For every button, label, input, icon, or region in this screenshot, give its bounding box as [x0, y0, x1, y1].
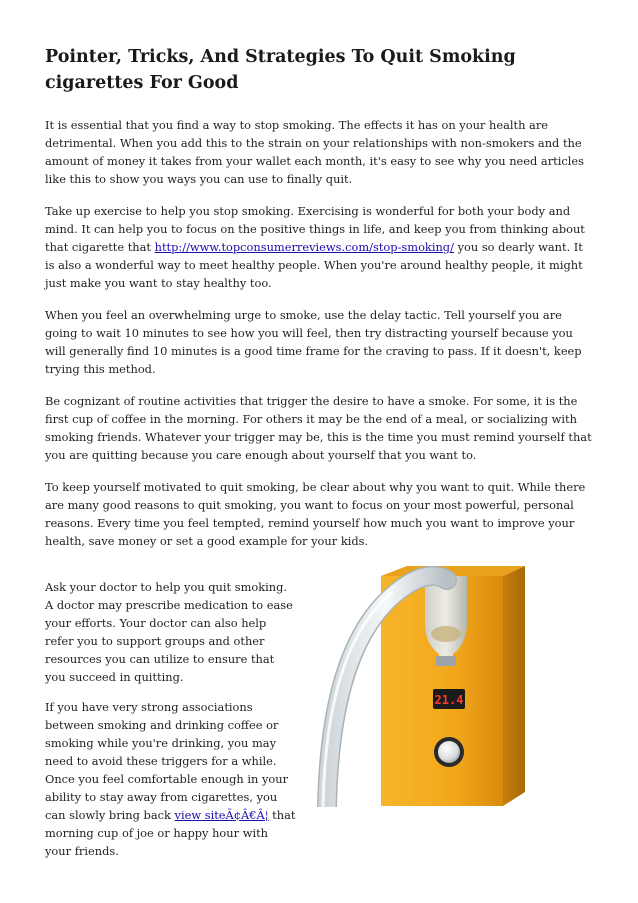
paragraph-7 — [45, 698, 297, 860]
paragraph-1: It is essential that you find a way to stop smoking. The effects it has on your health are detrimental. When you add this to the strain on your relationships with non-smokers and the amount of money it takes from your wallet each month, it's easy to see why you need articles like this to show you ways you can use to finally quit. — [45, 118, 584, 186]
vaporizer-image — [307, 562, 607, 807]
left-column — [45, 578, 297, 860]
temperature-readout: 21.4 — [434, 693, 464, 707]
paragraph-7-text-a: If you have very strong associations between smoking and drinking coffee or smoking while you're drinking, you may need to avoid these triggers for a while. Once you feel comfortable enough in your ability to stay away from cigarettes, you can slowly bring back — [45, 700, 289, 822]
glass-connector — [436, 656, 456, 666]
knob-icon — [438, 741, 460, 763]
paragraph-2-text-b: you so dearly want. It is also a wonderful way to meet healthy people. When you're around healthy people, it might just make you want to stay healthy too. — [45, 240, 583, 290]
herb-chamber — [431, 626, 461, 642]
page-title: Pointer, Tricks, And Strategies To Quit Smoking cigarettes For Good — [45, 47, 516, 93]
document-page — [45, 44, 595, 872]
paragraph-6: Ask your doctor to help you quit smoking. A doctor may prescribe medication to ease your efforts. Your doctor can also help refer you to support groups and other resources you can utilize to ensure that you succeed in quitting. — [45, 580, 293, 684]
paragraph-2-text-a: Take up exercise to help you stop smoking. Exercising is wonderful for both your body and mind. It can help you to focus on the positive things in life, and keep you from thinking about that cigarette that — [45, 204, 585, 254]
view-site-link[interactable]: view siteÃ¢Â€Â¦ — [174, 808, 269, 822]
paragraph-2 — [45, 202, 595, 292]
paragraph-4: Be cognizant of routine activities that trigger the desire to have a smoke. For some, it is the first cup of coffee in the morning. For others it may be the end of a meal, or socializing with smoking friends. Whatever your trigger may be, this is the time you must remind yourself that you are quitting because you care enough about yourself that you want to. — [45, 394, 592, 462]
paragraph-7-text-b: that morning cup of joe or happy hour with your friends. — [45, 808, 296, 858]
paragraph-3: When you feel an overwhelming urge to smoke, use the delay tactic. Tell yourself you are going to wait 10 minutes to see how you will feel, then try distracting yourself because you will generally find 10 minutes is a good time frame for the craving to pass. If it doesn't, keep trying this method. — [45, 308, 582, 376]
vaporizer-box-side — [503, 566, 525, 806]
image-text-section — [45, 578, 595, 860]
paragraph-5: To keep yourself motivated to quit smoking, be clear about why you want to quit. While there are many good reasons to quit smoking, you want to focus on your most powerful, personal reasons. Every time you feel tempted, remind yourself how much you want to improve your health, save money or set a good example for your kids. — [45, 480, 586, 548]
stop-smoking-link[interactable]: http://www.topconsumerreviews.com/stop-smoking/ — [154, 240, 454, 254]
